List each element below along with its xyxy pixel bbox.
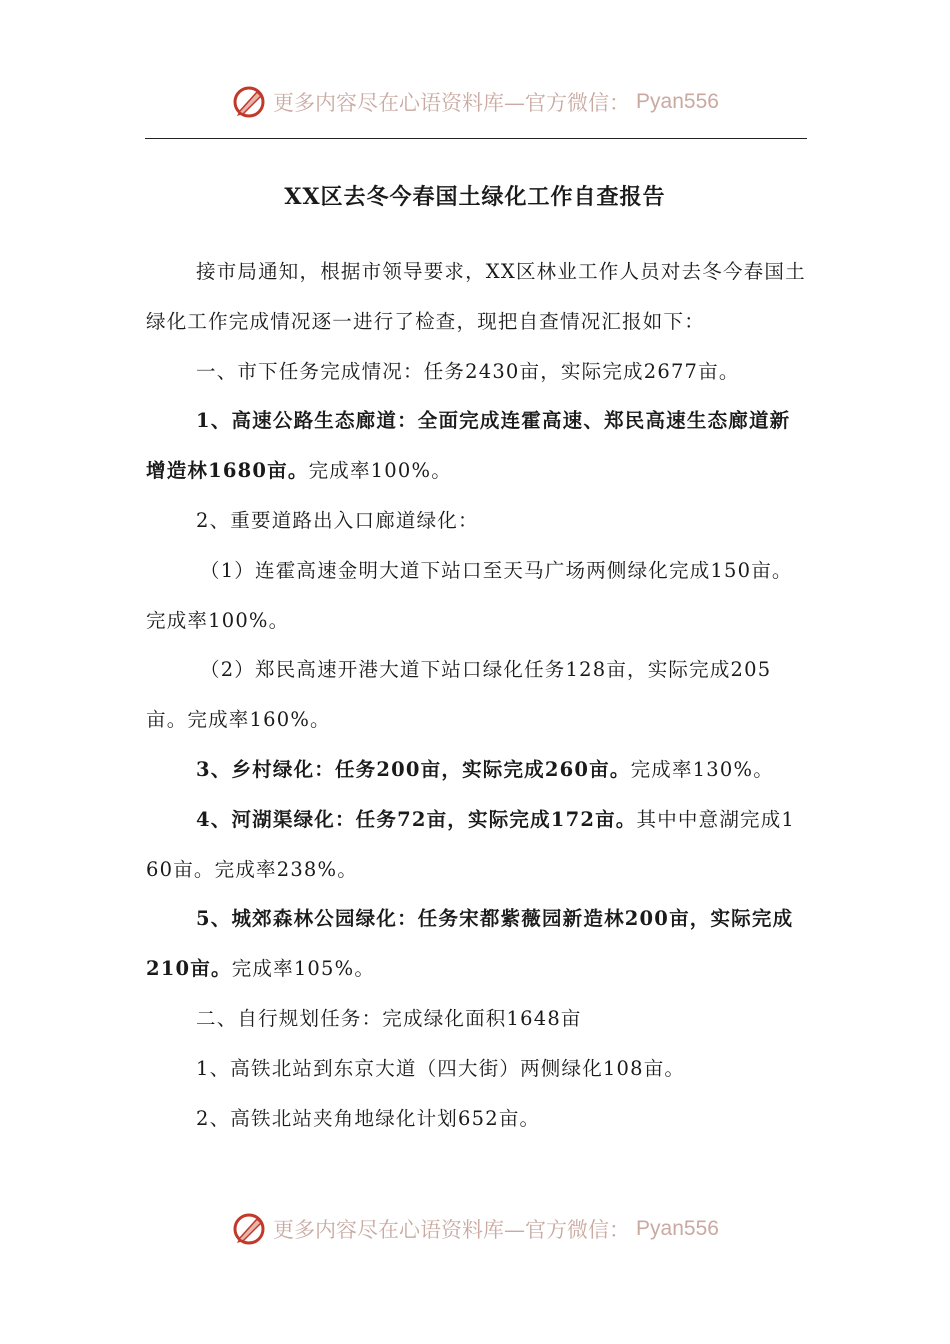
paragraph-bold: 5、城郊森林公园绿化：任务宋都紫薇园新造林200亩，实际完成210亩。: [146, 907, 794, 981]
watermark-id: Pyan556: [636, 90, 719, 113]
paragraph: [146, 795, 806, 895]
watermark-footer: [0, 1211, 950, 1247]
paragraph: [146, 1044, 806, 1094]
paragraph: [146, 546, 806, 646]
paragraph: [146, 1094, 806, 1144]
paragraph-text: （2）郑民高速开港大道下站口绿化任务128亩，实际完成205亩。完成率160%。: [146, 658, 772, 732]
paragraph-text: 2、高铁北站夹角地绿化计划652亩。: [196, 1106, 541, 1130]
document-title: XX区去冬今春国土绿化工作自查报告: [284, 184, 666, 210]
pen-logo-icon: [231, 84, 267, 120]
watermark-text: 更多内容尽在心语资料库—官方微信：: [273, 1218, 631, 1242]
paragraph-bold: 3、乡村绿化：任务200亩，实际完成260亩。: [196, 757, 631, 781]
paragraph: [146, 396, 806, 496]
paragraph-bold: 4、河湖渠绿化：任务72亩，实际完成172亩。: [196, 807, 637, 831]
paragraph: [146, 894, 806, 994]
document-body: [146, 247, 806, 1143]
pen-logo-icon: [231, 1211, 267, 1247]
paragraph-text: 2、重要道路出入口廊道绿化：: [196, 508, 479, 532]
watermark-id: Pyan556: [636, 1217, 719, 1240]
paragraph-text: 接市局通知，根据市领导要求，XX区林业工作人员对去冬今春国土绿化工作完成情况逐一进行了检查，现把自查情况汇报如下：: [146, 260, 806, 333]
header-rule: [145, 138, 807, 139]
paragraph-text: 其中中意湖完成160亩。完成率238%。: [146, 807, 796, 881]
paragraph-text: 1、高铁北站到东京大道（四大街）两侧绿化108亩。: [196, 1056, 686, 1080]
paragraph-text: （1）连霍高速金明大道下站口至天马广场两侧绿化完成150亩。完成率100%。: [146, 558, 793, 632]
watermark-header: [0, 84, 950, 120]
paragraph-bold: 1、高速公路生态廊道：全面完成连霍高速、郑民高速生态廊道新增造林1680亩。: [146, 409, 791, 483]
paragraph: [146, 994, 806, 1044]
paragraph: [146, 645, 806, 745]
paragraph-text: 完成率105%。: [231, 957, 376, 981]
paragraph: [146, 347, 806, 397]
paragraph-text: 完成率100%。: [308, 459, 452, 483]
paragraph-text: 二、自行规划任务：完成绿化面积1648亩: [196, 1006, 582, 1030]
paragraph: [146, 247, 806, 347]
paragraph-text: 完成率130%。: [630, 757, 774, 781]
paragraph-text: 一、市下任务完成情况：任务2430亩，实际完成2677亩。: [196, 359, 740, 383]
watermark-text: 更多内容尽在心语资料库—官方微信：: [273, 91, 631, 115]
paragraph: [146, 496, 806, 546]
paragraph: [146, 745, 806, 795]
